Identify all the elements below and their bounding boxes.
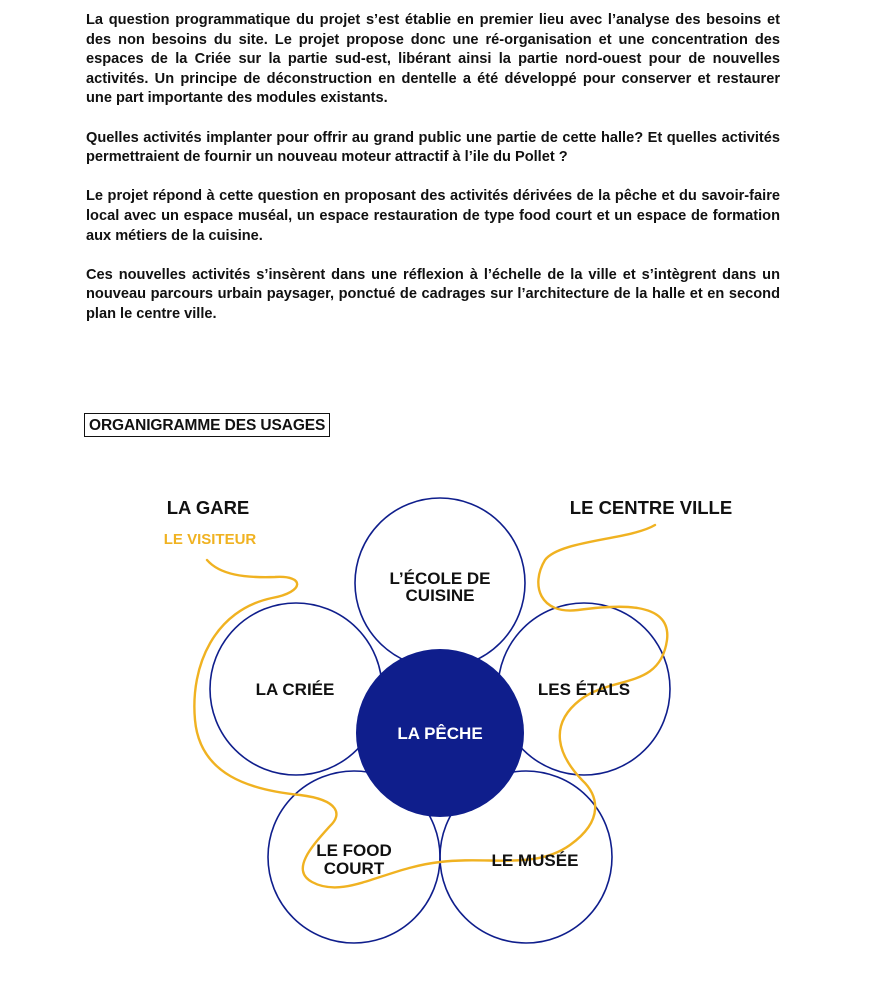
food-court-label-line1: LE FOOD	[316, 841, 392, 860]
ecole-label-line2: CUISINE	[405, 586, 475, 605]
musee-label: LE MUSÉE	[491, 851, 579, 870]
gare-label: LA GARE	[166, 497, 250, 518]
etals-label: LES ÉTALS	[537, 680, 631, 699]
food-court-label-line2: COURT	[323, 859, 385, 878]
paragraph-2: Quelles activités implanter pour offrir au grand public une partie de cette halle? Et quelles activités permettraient de fournir un nouveau moteur attractif à l’ile du Pollet ?	[86, 129, 780, 166]
center-label: LA PÊCHE	[397, 724, 483, 743]
paragraph-1: La question programmatique du projet s’est établie en premier lieu avec l’analyse des besoins et des non besoins du site. Le projet propose donc une ré-organisation et une concentration des espaces de la Criée sur la partie sud-est, libérant ainsi la partie nord-ouest pour de nouvelles activités. Un principe de déconstruction en dentelle a été développé pour conserver et restaurer une part importante des modules existants.	[86, 12, 780, 107]
ecole-label-line1: L’ÉCOLE DE	[389, 569, 491, 588]
centre-ville-label: LE CENTRE VILLE	[569, 497, 733, 518]
paragraph-3: Le projet répond à cette question en proposant des activités dérivées de la pêche et du savoir-faire local avec un espace muséal, un espace restauration de type food court et un espace de formation aux métiers de la cuisine.	[86, 188, 780, 244]
section-title: ORGANIGRAMME DES USAGES	[84, 413, 330, 437]
criee-label: LA CRIÉE	[255, 680, 335, 699]
visiteur-label: LE VISITEUR	[163, 531, 257, 548]
paragraph-4: Ces nouvelles activités s’insèrent dans une réflexion à l’échelle de la ville et s’intègrent dans un nouveau parcours urbain paysager, ponctué de cadrages sur l’architecture de la halle et en second plan le centre ville.	[86, 266, 780, 322]
